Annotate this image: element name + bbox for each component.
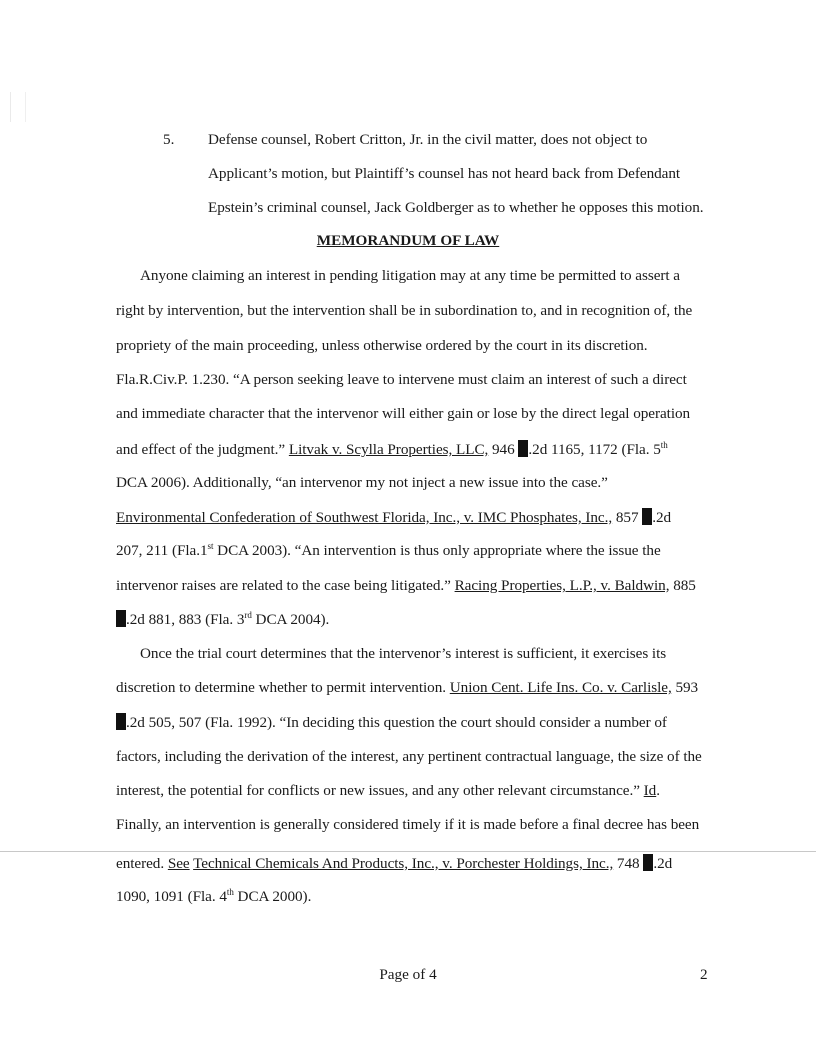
p2-line-1: Once the trial court determines that the intervenor’s interest is sufficient, it exercises its xyxy=(140,645,667,662)
item5-line-3: Epstein’s criminal counsel, Jack Goldberger as to whether he opposes this motion. xyxy=(208,199,704,216)
p1-line-2: right by intervention, but the intervention shall be in subordination to, and in recognition of, the xyxy=(116,302,693,319)
text: 207, 211 (Fla.1 xyxy=(116,542,208,559)
text: .2d 505, 507 (Fla. 1992). “In deciding this question the court should consider a number of xyxy=(126,714,667,731)
text: . xyxy=(656,782,660,799)
p1-line-3: propriety of the main proceeding, unless otherwise ordered by the court in its discretion. xyxy=(116,337,648,354)
text: .2d 1165, 1172 (Fla. 5 xyxy=(528,441,661,458)
case-citation: Litvak v. Scylla Properties, LLC, xyxy=(288,441,489,458)
superscript: st xyxy=(207,541,214,551)
p2-line-4: factors, including the derivation of the interest, any pertinent contractual language, the size of the xyxy=(116,748,702,765)
footer-page-number: 2 xyxy=(700,966,708,983)
scan-artifact xyxy=(10,92,26,122)
redaction-box xyxy=(643,854,653,871)
text: interest, the potential for conflicts or new issues, and any other relevant circumstance.” xyxy=(116,782,644,799)
text: DCA 2004). xyxy=(251,611,330,628)
text: 1090, 1091 (Fla. 4 xyxy=(116,888,227,905)
text: intervenor raises are related to the case being litigated.” xyxy=(116,577,455,594)
p1-line-1: Anyone claiming an interest in pending litigation may at any time be permitted to assert a xyxy=(140,267,680,284)
p2-line-6: Finally, an intervention is generally considered timely if it is made before a final decree has been xyxy=(116,816,700,833)
footer-page-label: Page of 4 xyxy=(379,966,437,983)
text: 593 xyxy=(671,679,699,696)
item5-line-2: Applicant’s motion, but Plaintiff’s counsel has not heard back from Defendant xyxy=(208,165,681,182)
p2-line-8 xyxy=(116,888,311,906)
p1-line-4: Fla.R.Civ.P. 1.230. “A person seeking leave to intervene must claim an interest of such a direct xyxy=(116,371,687,388)
item5-line-1: Defense counsel, Robert Critton, Jr. in the civil matter, does not object to xyxy=(208,131,648,148)
p1-line-8 xyxy=(116,508,671,527)
p2-line-2 xyxy=(116,679,698,697)
item-number: 5. xyxy=(163,131,175,148)
text: 885 xyxy=(669,577,696,594)
text: entered. xyxy=(116,855,168,872)
text: .2d xyxy=(653,855,673,872)
redaction-box xyxy=(642,508,652,525)
text: .2d xyxy=(652,509,672,526)
redaction-box xyxy=(116,713,126,730)
case-citation: Technical Chemicals And Products, Inc., v. Porchester Holdings, Inc., xyxy=(193,855,614,872)
id-citation: Id xyxy=(643,782,657,799)
superscript: th xyxy=(226,887,234,897)
section-heading: MEMORANDUM OF LAW xyxy=(316,232,500,249)
p1-line-6 xyxy=(116,440,668,459)
case-citation: Union Cent. Life Ins. Co. v. Carlisle, xyxy=(449,679,672,696)
superscript: th xyxy=(660,440,668,450)
signal-see: See xyxy=(167,855,190,872)
p2-line-3 xyxy=(116,713,667,732)
redaction-box xyxy=(518,440,528,457)
p1-line-9 xyxy=(116,542,661,560)
text: 748 xyxy=(613,855,644,872)
p2-line-5 xyxy=(116,782,660,800)
case-citation: Racing Properties, L.P., v. Baldwin, xyxy=(454,577,670,594)
superscript: rd xyxy=(244,610,252,620)
text: 857 xyxy=(612,509,643,526)
case-citation: Environmental Confederation of Southwest Florida, Inc., v. IMC Phosphates, Inc., xyxy=(116,509,613,526)
text: .2d 881, 883 (Fla. 3 xyxy=(126,611,245,628)
text: DCA 2003). “An intervention is thus only appropriate where the issue the xyxy=(213,542,661,559)
p1-line-10 xyxy=(116,577,696,595)
p1-line-7: DCA 2006). Additionally, “an intervenor my not inject a new issue into the case.” xyxy=(116,474,608,491)
text: discretion to determine whether to permit intervention. xyxy=(116,679,450,696)
p1-line-11 xyxy=(116,610,329,629)
p1-line-5: and immediate character that the intervenor will either gain or lose by the direct legal operation xyxy=(116,405,691,422)
text: 946 xyxy=(488,441,519,458)
p2-line-7 xyxy=(116,854,672,873)
text: and effect of the judgment.” xyxy=(116,441,289,458)
text: DCA 2000). xyxy=(233,888,312,905)
scan-fold-line xyxy=(0,851,816,852)
redaction-box xyxy=(116,610,126,627)
